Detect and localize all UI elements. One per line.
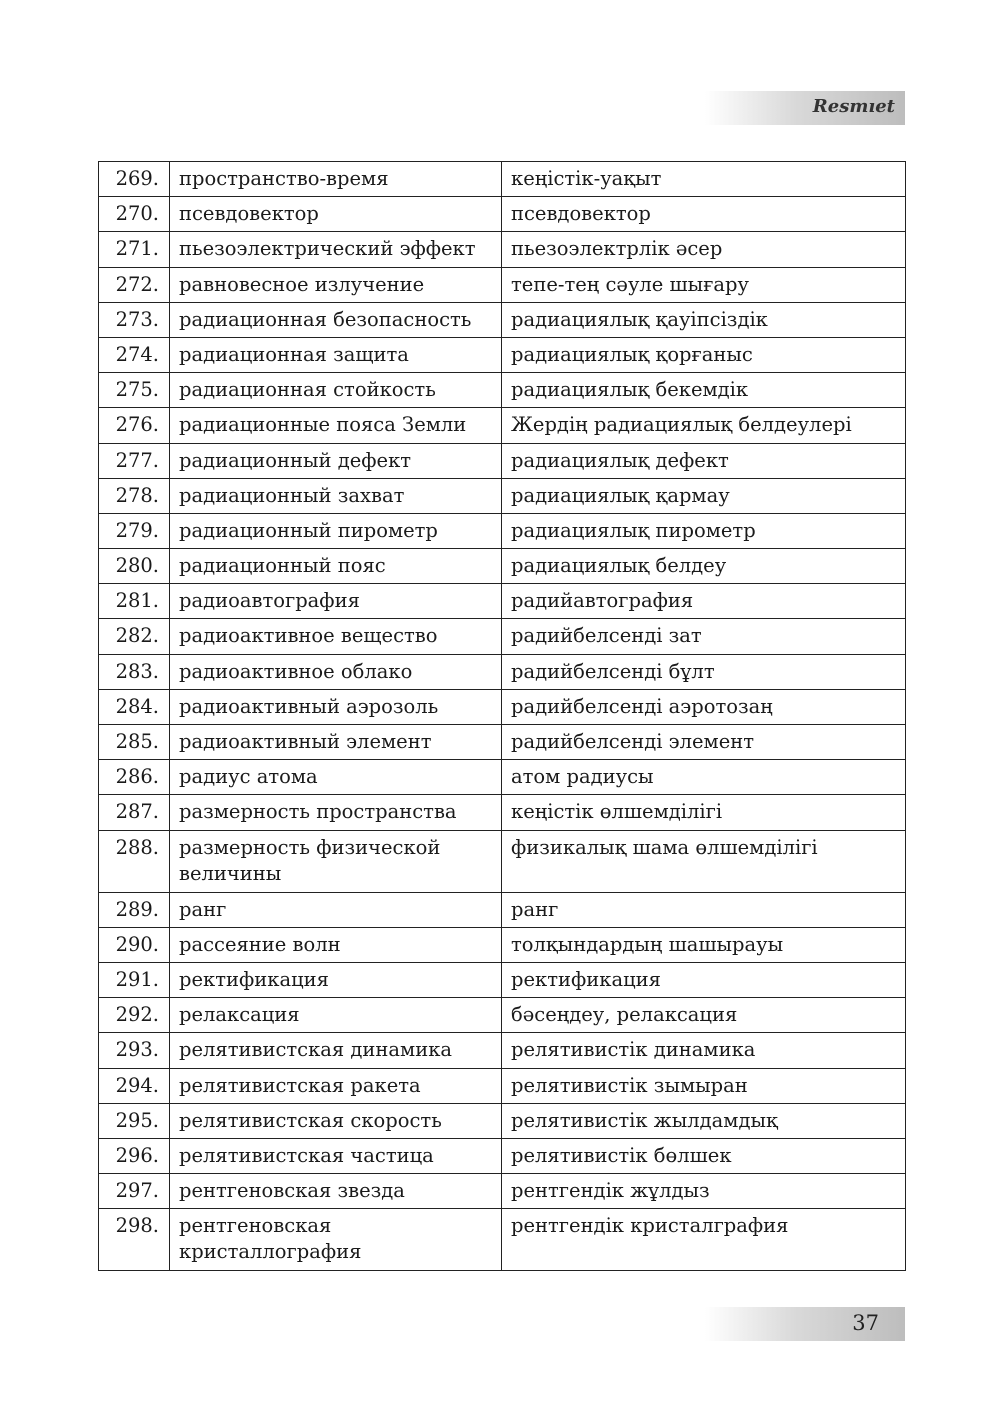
term-number: 271. [99, 232, 170, 267]
table-row [99, 1174, 906, 1209]
table-row [99, 998, 906, 1033]
term-kazakh: ранг [502, 892, 906, 927]
term-russian: рассеяние волн [170, 927, 502, 962]
term-number: 297. [99, 1174, 170, 1209]
page-number: 37 [852, 1311, 879, 1335]
table-row [99, 267, 906, 302]
term-russian: радиоактивное облако [170, 654, 502, 689]
term-number: 285. [99, 725, 170, 760]
glossary-table [98, 161, 906, 1271]
term-russian: радиационная защита [170, 337, 502, 372]
table-row [99, 1138, 906, 1173]
term-number: 281. [99, 584, 170, 619]
table-row [99, 689, 906, 724]
term-number: 288. [99, 830, 170, 892]
term-kazakh: ректификация [502, 962, 906, 997]
table-row [99, 478, 906, 513]
term-number: 276. [99, 408, 170, 443]
table-row [99, 162, 906, 197]
term-kazakh: тепе-тең сәуле шығару [502, 267, 906, 302]
term-russian: радиационный пирометр [170, 513, 502, 548]
term-number: 286. [99, 760, 170, 795]
term-russian: радиационные пояса Земли [170, 408, 502, 443]
term-kazakh: кеңістік өлшемділігі [502, 795, 906, 830]
term-russian: радиоавтография [170, 584, 502, 619]
term-kazakh: релятивистік бөлшек [502, 1138, 906, 1173]
table-row [99, 584, 906, 619]
term-kazakh: релятивистік динамика [502, 1033, 906, 1068]
table-row [99, 373, 906, 408]
term-russian: ректификация [170, 962, 502, 997]
term-russian: рентгеновская звезда [170, 1174, 502, 1209]
term-kazakh: релятивистік жылдамдық [502, 1103, 906, 1138]
term-russian: радиационная безопасность [170, 302, 502, 337]
term-kazakh: релятивистік зымыран [502, 1068, 906, 1103]
term-number: 289. [99, 892, 170, 927]
term-russian: радиус атома [170, 760, 502, 795]
header-banner [705, 91, 905, 125]
term-kazakh: рентгендік жұлдыз [502, 1174, 906, 1209]
term-kazakh: радиациялық пирометр [502, 513, 906, 548]
term-kazakh: кеңістік-уақыт [502, 162, 906, 197]
term-kazakh: радиациялық қорғаныс [502, 337, 906, 372]
term-russian: размерность пространства [170, 795, 502, 830]
term-russian: равновесное излучение [170, 267, 502, 302]
term-number: 287. [99, 795, 170, 830]
table-row [99, 1209, 906, 1271]
term-number: 278. [99, 478, 170, 513]
term-russian: релятивистская ракета [170, 1068, 502, 1103]
term-number: 269. [99, 162, 170, 197]
table-row [99, 408, 906, 443]
term-russian: радиоактивный аэрозоль [170, 689, 502, 724]
term-kazakh: радийбелсенді бұлт [502, 654, 906, 689]
term-kazakh: бәсеңдеу, релаксация [502, 998, 906, 1033]
table-row [99, 654, 906, 689]
table-row [99, 795, 906, 830]
table-row [99, 830, 906, 892]
term-number: 282. [99, 619, 170, 654]
term-kazakh: радиациялық қауіпсіздік [502, 302, 906, 337]
term-kazakh: радийавтография [502, 584, 906, 619]
term-kazakh: радийбелсенді зат [502, 619, 906, 654]
table-row [99, 619, 906, 654]
table-row [99, 513, 906, 548]
glossary-body [99, 162, 906, 1271]
term-kazakh: рентгендік кристалграфия [502, 1209, 906, 1271]
term-russian: релаксация [170, 998, 502, 1033]
term-number: 298. [99, 1209, 170, 1271]
table-row [99, 927, 906, 962]
term-russian: релятивистская частица [170, 1138, 502, 1173]
term-number: 270. [99, 197, 170, 232]
term-kazakh: радийбелсенді аэротозаң [502, 689, 906, 724]
term-kazakh: радиациялық дефект [502, 443, 906, 478]
term-russian: ранг [170, 892, 502, 927]
table-row [99, 337, 906, 372]
term-kazakh: физикалық шама өлшемділігі [502, 830, 906, 892]
term-russian: релятивистская динамика [170, 1033, 502, 1068]
term-number: 294. [99, 1068, 170, 1103]
term-russian: пространство-время [170, 162, 502, 197]
term-number: 283. [99, 654, 170, 689]
term-number: 296. [99, 1138, 170, 1173]
term-number: 290. [99, 927, 170, 962]
table-row [99, 1103, 906, 1138]
term-number: 275. [99, 373, 170, 408]
term-number: 272. [99, 267, 170, 302]
table-row [99, 892, 906, 927]
term-russian: псевдовектор [170, 197, 502, 232]
table-row [99, 302, 906, 337]
term-russian: радиационный захват [170, 478, 502, 513]
term-number: 274. [99, 337, 170, 372]
term-number: 293. [99, 1033, 170, 1068]
term-number: 291. [99, 962, 170, 997]
term-russian: рентгеновская кристаллография [170, 1209, 502, 1271]
header-title: Resmıet [812, 96, 895, 117]
term-kazakh: радиациялық қармау [502, 478, 906, 513]
term-kazakh: радийбелсенді элемент [502, 725, 906, 760]
term-russian: радиационный пояс [170, 549, 502, 584]
term-russian: радиационная стойкость [170, 373, 502, 408]
term-russian: размерность физической величины [170, 830, 502, 892]
term-number: 277. [99, 443, 170, 478]
term-kazakh: Жердің радиациялық белдеулері [502, 408, 906, 443]
term-number: 280. [99, 549, 170, 584]
table-row [99, 443, 906, 478]
table-row [99, 962, 906, 997]
table-row [99, 1033, 906, 1068]
table-row [99, 549, 906, 584]
term-russian: радиоактивное вещество [170, 619, 502, 654]
table-row [99, 725, 906, 760]
term-kazakh: толқындардың шашырауы [502, 927, 906, 962]
footer-banner [705, 1307, 905, 1341]
term-number: 292. [99, 998, 170, 1033]
term-number: 273. [99, 302, 170, 337]
term-russian: радиоактивный элемент [170, 725, 502, 760]
table-row [99, 760, 906, 795]
term-kazakh: радиациялық белдеу [502, 549, 906, 584]
term-kazakh: радиациялық бекемдік [502, 373, 906, 408]
term-kazakh: атом радиусы [502, 760, 906, 795]
term-russian: радиационный дефект [170, 443, 502, 478]
term-number: 284. [99, 689, 170, 724]
term-number: 279. [99, 513, 170, 548]
table-row [99, 197, 906, 232]
term-russian: пьезоэлектрический эффект [170, 232, 502, 267]
term-kazakh: пьезоэлектрлік әсер [502, 232, 906, 267]
table-row [99, 1068, 906, 1103]
term-number: 295. [99, 1103, 170, 1138]
table-row [99, 232, 906, 267]
term-kazakh: псевдовектор [502, 197, 906, 232]
term-russian: релятивистская скорость [170, 1103, 502, 1138]
